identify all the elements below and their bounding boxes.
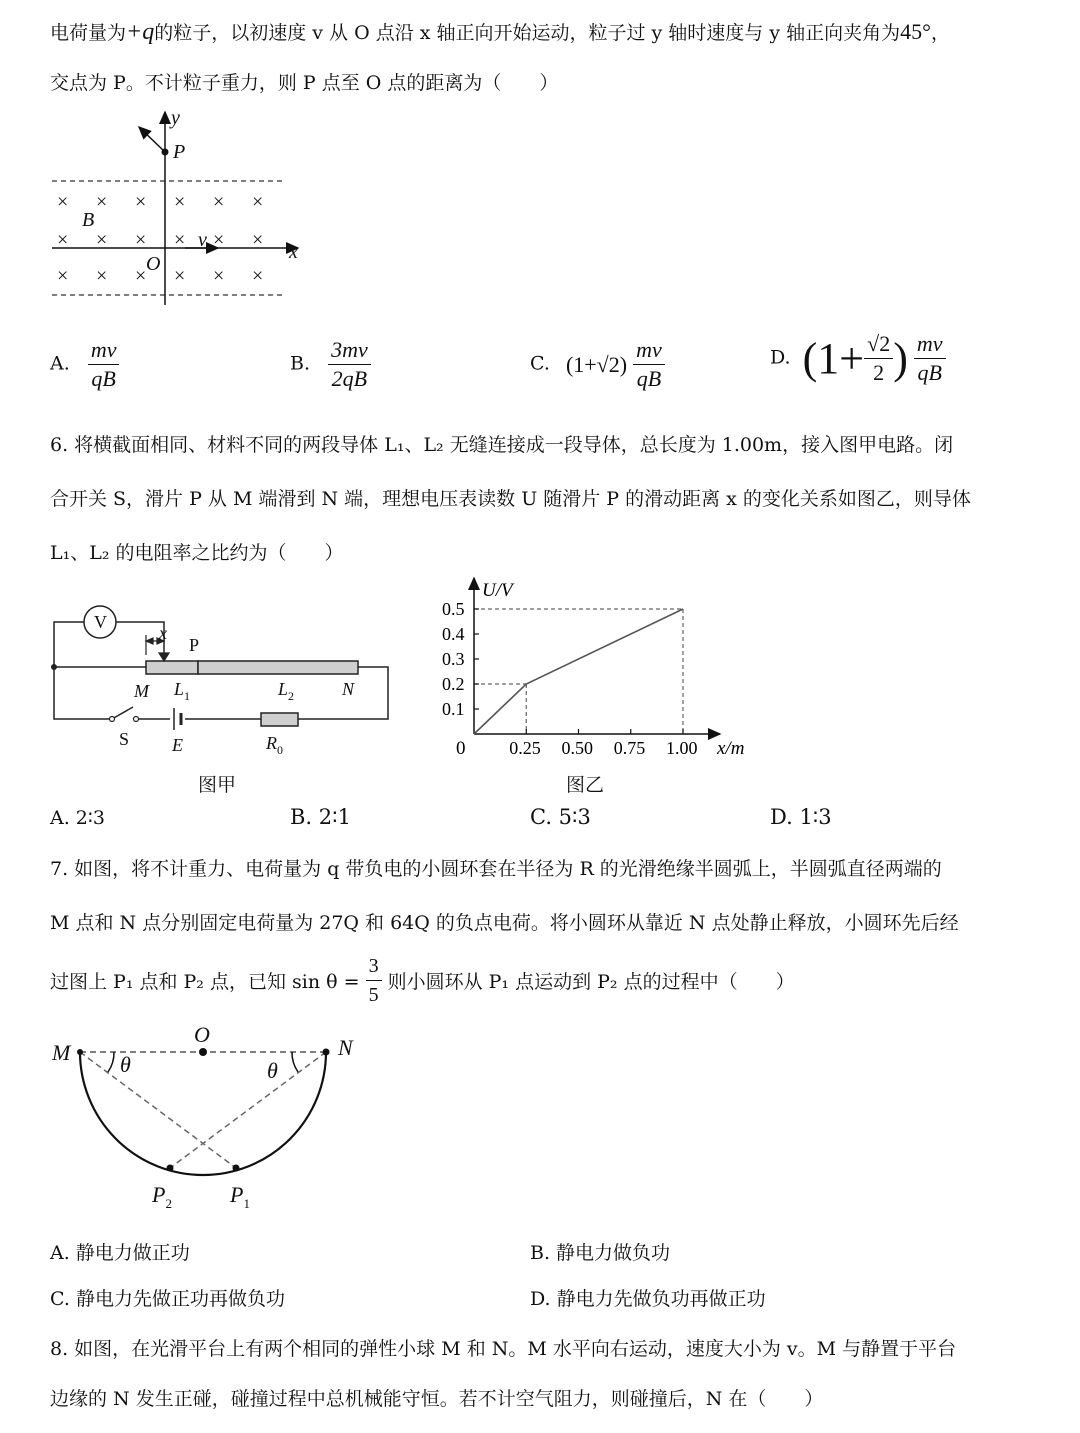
switch-s bbox=[112, 707, 133, 719]
q6-circuit-diagram bbox=[40, 595, 400, 765]
l1-label bbox=[173, 679, 190, 703]
slider-arrow-head bbox=[159, 653, 169, 661]
p1-label bbox=[229, 1182, 250, 1211]
conductor-l2 bbox=[198, 661, 358, 674]
coefficient-close: ) bbox=[893, 334, 908, 383]
p2-letter: P bbox=[152, 1182, 166, 1207]
point-m bbox=[77, 1049, 83, 1055]
sin-theta-fraction bbox=[366, 952, 382, 1009]
cross-mark: × bbox=[252, 229, 264, 251]
cross-mark: × bbox=[174, 265, 186, 287]
q5-text: 的粒子，以初速度 v 从 O 点沿 x 轴正向开始运动，粒子过 y 轴时速度与 y 轴正向夹角为 bbox=[154, 22, 901, 44]
x-label: x bbox=[159, 623, 167, 643]
figure-a-caption: 图甲 bbox=[198, 774, 237, 796]
option-letter: B. bbox=[290, 352, 311, 375]
q5-text: ， bbox=[930, 22, 950, 44]
coefficient: (1+√2) bbox=[565, 351, 628, 377]
q8-line-1: 8. 如图，在光滑平台上有两个相同的弹性小球 M 和 N。M 水平向右运动，速度大小为 v。M 与静置于平台 bbox=[50, 1338, 957, 1360]
x-axis-label: x bbox=[289, 241, 298, 263]
cross-mark: × bbox=[135, 191, 147, 213]
exit-velocity-arrow bbox=[139, 127, 165, 152]
line-n-p2 bbox=[170, 1052, 326, 1168]
fraction bbox=[914, 330, 946, 387]
m-label: M bbox=[52, 1040, 71, 1065]
q6-option-c[interactable]: C. 5∶3 bbox=[530, 805, 591, 829]
cross-mark: × bbox=[213, 265, 225, 287]
q6-line-2: 合开关 S，滑片 P 从 M 端滑到 N 端，理想电压表读数 U 随滑片 P 的滑动距离 x 的变化关系如图乙，则导体 bbox=[50, 488, 971, 510]
numerator: mv bbox=[914, 330, 946, 359]
switch-s-label: S bbox=[119, 729, 130, 749]
l2-letter: L bbox=[278, 679, 289, 699]
resistor-r0 bbox=[261, 713, 298, 726]
cross-mark: × bbox=[96, 229, 108, 251]
wire-left bbox=[54, 667, 112, 719]
r0-subscript: 0 bbox=[277, 743, 283, 757]
angle-arc-m bbox=[108, 1052, 114, 1072]
q7-option-c[interactable]: C. 静电力先做正功再做负功 bbox=[50, 1288, 285, 1310]
option-letter: A. bbox=[50, 352, 70, 375]
denominator: qB bbox=[636, 366, 662, 391]
q7-text: 则小圆环从 P₁ 点运动到 P₂ 点的过程中（ ） bbox=[387, 971, 795, 993]
n-label: N bbox=[342, 679, 355, 699]
q5-option-d[interactable] bbox=[770, 330, 946, 387]
l1-subscript: 1 bbox=[184, 689, 191, 703]
v-label: v bbox=[198, 229, 207, 251]
u-x-graph bbox=[430, 572, 760, 767]
denominator: 2qB bbox=[331, 366, 368, 391]
x-tick-label: 1.00 bbox=[666, 738, 698, 758]
denominator: 2 bbox=[873, 360, 885, 385]
theta-label-n: θ bbox=[267, 1058, 278, 1083]
q5-magnetic-field-figure bbox=[40, 100, 320, 315]
slider-p-label: P bbox=[189, 635, 200, 655]
q6-option-b[interactable]: B. 2∶1 bbox=[290, 805, 351, 829]
cross-mark: × bbox=[252, 191, 264, 213]
line-m-p1 bbox=[80, 1052, 236, 1168]
figure-b-caption: 图乙 bbox=[566, 774, 605, 796]
q6-option-d[interactable]: D. 1∶3 bbox=[770, 805, 832, 829]
charge-value: +q bbox=[126, 19, 155, 45]
l1-letter: L bbox=[174, 679, 185, 699]
o-label: O bbox=[194, 1022, 210, 1047]
q5-line-1 bbox=[50, 18, 950, 46]
denominator: qB bbox=[917, 360, 942, 385]
x-arrow-left bbox=[146, 638, 153, 644]
cross-mark: × bbox=[174, 191, 186, 213]
x-tick-label: 0.25 bbox=[509, 738, 541, 758]
q5-text: 电荷量为 bbox=[50, 22, 127, 44]
q5-line-2: 交点为 P。不计粒子重力，则 P 点至 O 点的距离为（ ） bbox=[50, 72, 559, 94]
switch-contact bbox=[134, 717, 139, 722]
point-o bbox=[199, 1048, 207, 1056]
q7-option-d[interactable]: D. 静电力先做负功再做正功 bbox=[530, 1288, 766, 1310]
q7-line-2: M 点和 N 点分别固定电荷量为 27Q 和 64Q 的负点电荷。将小圆环从靠近 N 点处静止释放，小圆环先后经 bbox=[50, 912, 959, 934]
q5-option-b[interactable] bbox=[290, 336, 371, 393]
cross-mark: × bbox=[213, 229, 225, 251]
p-label: P bbox=[173, 141, 186, 163]
denominator: 5 bbox=[368, 984, 379, 1006]
o-label: O bbox=[146, 253, 161, 275]
q6-line-1: 6. 将横截面相同、材料不同的两段导体 L₁、L₂ 无缝连接成一段导体，总长度为 1.00m，接入图甲电路。闭 bbox=[50, 434, 954, 456]
p1-letter: P bbox=[230, 1182, 244, 1207]
resistor-r0-label bbox=[265, 733, 283, 757]
theta-label-m: θ bbox=[120, 1052, 131, 1077]
p1-subscript: 1 bbox=[243, 1196, 250, 1211]
y-axis-label: U/V bbox=[482, 580, 513, 601]
p2-label bbox=[151, 1182, 172, 1211]
point-p2 bbox=[167, 1165, 174, 1172]
option-letter: D. bbox=[770, 346, 791, 369]
cross-mark: × bbox=[135, 229, 147, 251]
b-label: B bbox=[82, 209, 95, 231]
q7-line-3 bbox=[50, 952, 795, 1009]
q6-option-a[interactable]: A. 2∶3 bbox=[50, 807, 105, 829]
q7-option-b[interactable]: B. 静电力做负功 bbox=[530, 1242, 671, 1264]
q5-option-a[interactable] bbox=[50, 336, 119, 393]
numerator: 3 bbox=[366, 952, 382, 981]
cross-mark: × bbox=[57, 265, 69, 287]
guide-lines bbox=[474, 609, 683, 734]
switch-contact bbox=[110, 717, 115, 722]
fraction bbox=[328, 336, 371, 393]
cross-mark: × bbox=[96, 191, 108, 213]
junction-dot bbox=[51, 664, 57, 670]
y-tick-label: 0.3 bbox=[442, 649, 465, 669]
cross-mark: × bbox=[57, 229, 69, 251]
numerator: 3mv bbox=[328, 336, 371, 365]
n-label: N bbox=[338, 1035, 353, 1060]
y-tick-label: 0.2 bbox=[442, 674, 465, 694]
cross-mark: × bbox=[174, 229, 186, 251]
numerator: mv bbox=[633, 336, 665, 365]
r0-letter: R bbox=[266, 733, 277, 753]
l2-subscript: 2 bbox=[288, 689, 295, 703]
cross-mark: × bbox=[57, 191, 69, 213]
point-p bbox=[162, 149, 169, 156]
coefficient-open: (1+ bbox=[802, 334, 865, 383]
q7-line-1: 7. 如图，将不计重力、电荷量为 q 带负电的小圆环套在半径为 R 的光滑绝缘半圆弧上，半圆弧直径两端的 bbox=[50, 858, 942, 880]
p2-subscript: 2 bbox=[165, 1196, 172, 1211]
fraction bbox=[633, 336, 665, 393]
y-tick-label: 0.4 bbox=[442, 624, 465, 644]
cross-mark: × bbox=[135, 265, 147, 287]
q5-option-c[interactable] bbox=[530, 336, 665, 393]
x-tick-label: 0.50 bbox=[561, 738, 593, 758]
point-n bbox=[323, 1049, 330, 1056]
option-letter: C. bbox=[530, 352, 550, 375]
point-p1 bbox=[233, 1165, 240, 1172]
cross-mark: × bbox=[96, 265, 108, 287]
x-tick-label: 0.75 bbox=[613, 738, 646, 758]
q7-option-a[interactable]: A. 静电力做正功 bbox=[50, 1242, 190, 1264]
inner-fraction bbox=[864, 330, 893, 387]
cross-mark: × bbox=[252, 265, 264, 287]
q7-semicircle-figure bbox=[40, 1020, 380, 1220]
l2-label bbox=[277, 679, 294, 703]
u-series-line bbox=[474, 609, 683, 734]
q6-line-3: L₁、L₂ 的电阻率之比约为（ ） bbox=[50, 542, 344, 564]
fraction bbox=[88, 336, 120, 393]
angle-value: 45° bbox=[900, 19, 931, 44]
numerator: mv bbox=[88, 336, 120, 365]
cross-mark: × bbox=[213, 191, 225, 213]
y-axis-label: y bbox=[171, 107, 180, 129]
y-tick-label: 0.5 bbox=[442, 599, 465, 619]
angle-arc-n bbox=[292, 1052, 298, 1072]
battery-e-label: E bbox=[172, 735, 183, 755]
numerator: √2 bbox=[864, 330, 893, 359]
m-label: M bbox=[134, 681, 149, 701]
semicircle-arc bbox=[80, 1052, 326, 1175]
voltmeter-label: V bbox=[94, 612, 107, 632]
denominator: qB bbox=[91, 366, 116, 391]
q8-line-2: 边缘的 N 发生正碰，碰撞过程中总机械能守恒。若不计空气阻力，则碰撞后，N 在（ ） bbox=[50, 1388, 824, 1410]
x-axis-label: x/m bbox=[717, 738, 745, 759]
origin-label: 0 bbox=[456, 738, 466, 759]
q7-text: 过图上 P₁ 点和 P₂ 点，已知 sin θ = bbox=[50, 971, 360, 993]
conductor-l1 bbox=[146, 661, 198, 674]
y-tick-label: 0.1 bbox=[442, 699, 465, 719]
